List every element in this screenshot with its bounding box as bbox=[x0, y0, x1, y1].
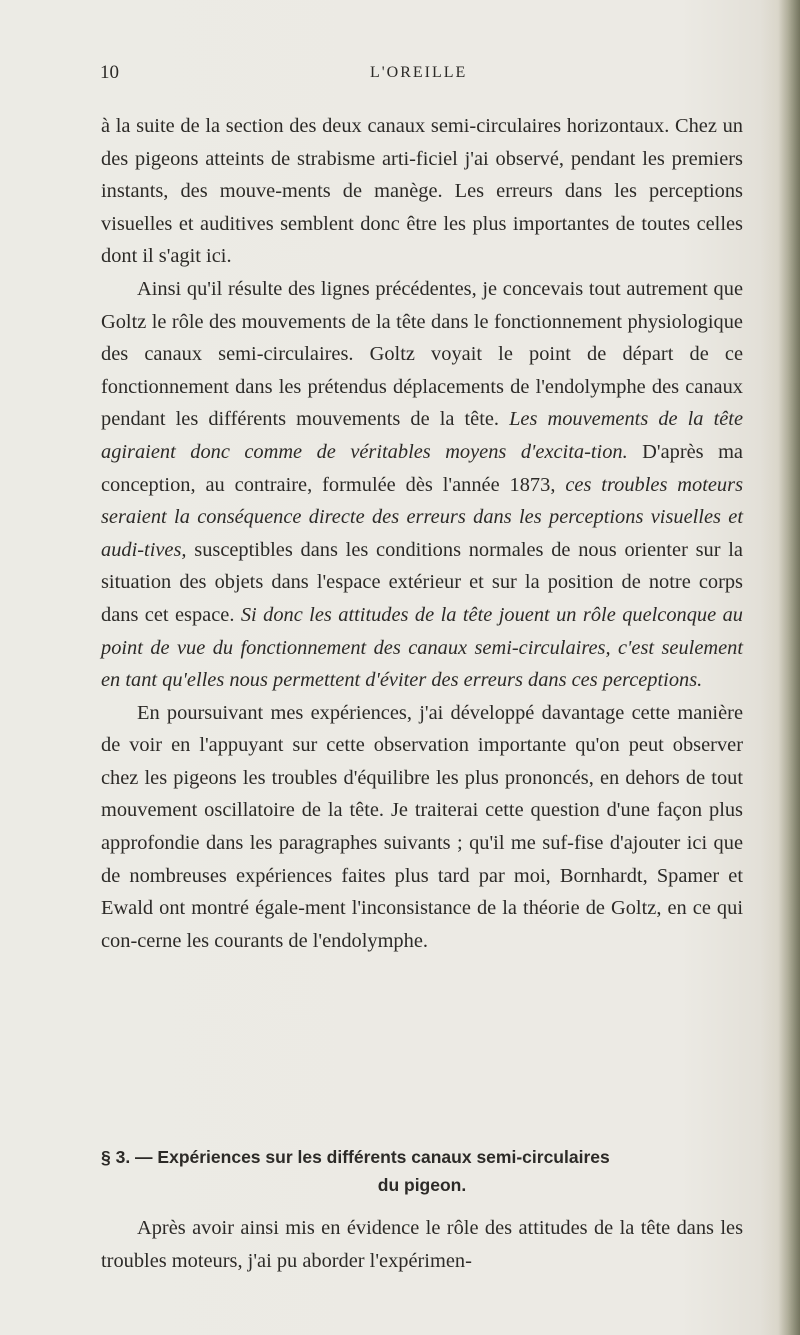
paragraph-segment: Ainsi qu'il résulte des lignes précédentes, je concevais tout autrement que Goltz le rôle des mouvements de la tête dans le fonctionnement physiologique des canaux semi-circulaires. Goltz voyait le point de départ de ce fonctionnement dans les prétendus déplacements de l'endolymphe des canaux pendant les différents mouvements de la tête. bbox=[101, 277, 743, 431]
paragraph-2 bbox=[101, 273, 743, 697]
final-paragraph: Après avoir ainsi mis en évidence le rôle des attitudes de la tête dans les troubles moteurs, j'ai pu aborder l'expérimen- bbox=[101, 1217, 743, 1272]
body-text bbox=[101, 110, 743, 957]
paragraph-segment: D'après ma conception, au contraire, formulée dès l'année 1873, bbox=[101, 440, 743, 496]
paragraph-segment: à la suite de la section des deux canaux semi-circulaires horizontaux. Chez un des pigeons atteints de strabisme arti-ficiel j'ai observé, pendant les premiers instants, des mouve-ments de manège. Les erreurs dans les perceptions visuelles et auditives semblent donc être les plus importantes de toutes celles dont il s'agit ici. bbox=[101, 115, 743, 268]
page-header bbox=[100, 62, 745, 92]
section-heading-line-1: § 3. — Expériences sur les différents canaux semi-circulaires bbox=[101, 1147, 610, 1167]
section-heading-line-2: du pigeon. bbox=[377, 1175, 467, 1195]
paragraph-segment: susceptibles dans les conditions normales de nous orienter sur la situation des objets dans l'espace extérieur et sur la position de notre corps dans cet espace. bbox=[101, 538, 743, 626]
paragraph-3 bbox=[101, 697, 743, 958]
italic-segment: ces troubles moteurs seraient la conséquence directe des erreurs dans les perceptions visuelles et audi-tives, bbox=[101, 473, 744, 561]
section-heading bbox=[101, 1143, 743, 1199]
italic-segment: Si donc les attitudes de la tête jouent un rôle quelconque au point de vue du fonctionnement des canaux semi-circulaires, c'est seulement en tant qu'elles nous permettent d'éviter des erreurs dans ces perceptions. bbox=[101, 603, 743, 692]
paragraph-segment: En poursuivant mes expériences, j'ai développé davantage cette manière de voir en l'appuyant sur cette observation importante qu'on peut observer chez les pigeons les troubles d'équilibre les plus prononcés, en dehors de tout mouvement oscillatoire de la tête. Je traiterai cette question d'une façon plus approfondie dans les paragraphes suivants ; qu'il me suf-fise d'ajouter ici que de nombreuses expériences faites plus tard par moi, Bornhardt, Spamer et Ewald ont montré égale-ment l'inconsistance de la théorie de Goltz, en ce qui con-cerne les courants de l'endolymphe. bbox=[101, 701, 743, 952]
paragraph-1 bbox=[101, 110, 743, 273]
page-number: 10 bbox=[100, 62, 119, 83]
running-title: L'OREILLE bbox=[370, 64, 468, 81]
page-edge-shadow bbox=[778, 0, 800, 1335]
italic-segment: Les mouvements de la tête agiraient donc comme de véritables moyens d'excita-tion. bbox=[101, 408, 743, 463]
